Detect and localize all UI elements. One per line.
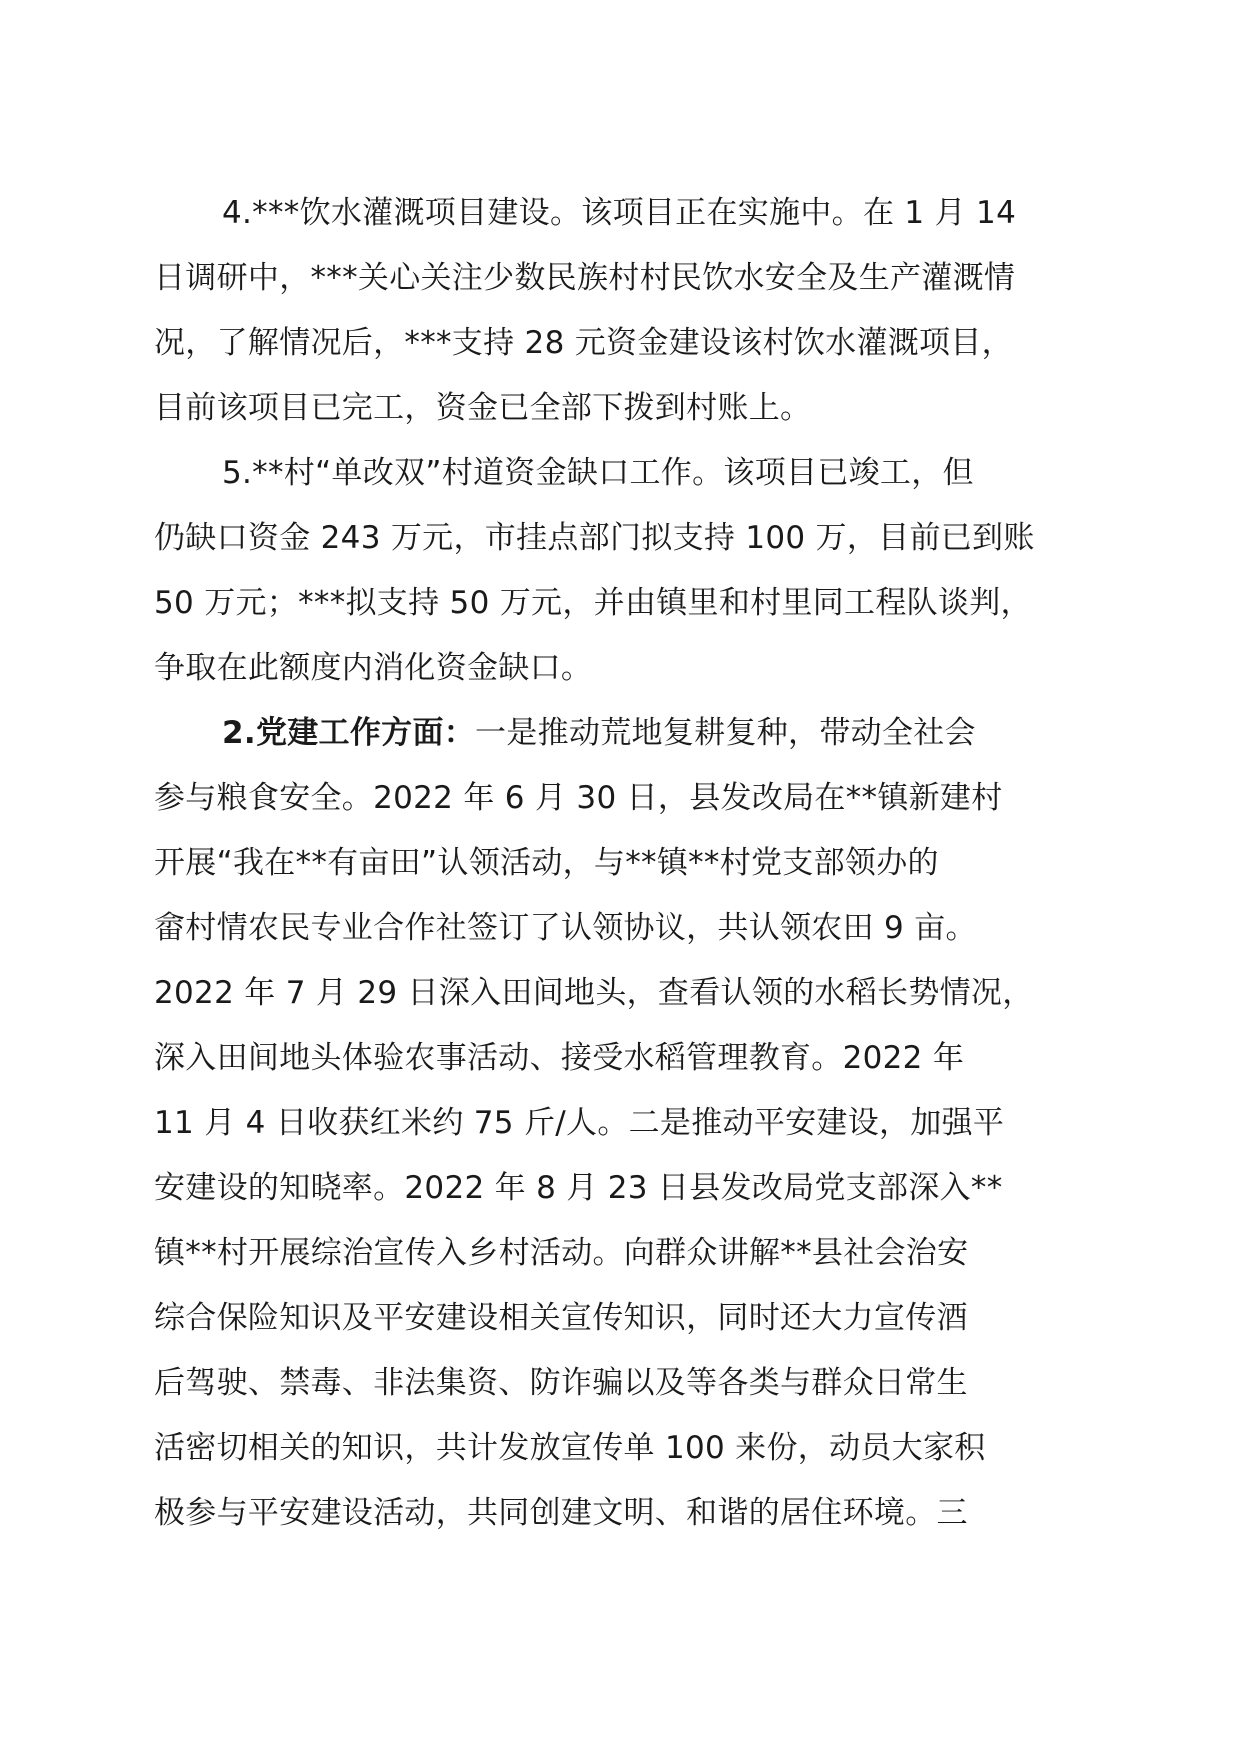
text-line: 况，了解情况后，***支持 28 元资金建设该村饮水灌溉项目， (154, 325, 1013, 361)
text-line (222, 713, 976, 753)
text-line: 50 万元；***拟支持 50 万元，并由镇里和村里同工程队谈判， (154, 585, 1032, 621)
text-line: 活密切相关的知识，共计发放宣传单 100 来份，动员大家积 (154, 1430, 986, 1466)
text-line: 镇**村开展综治宣传入乡村活动。向群众讲解**县社会治安 (154, 1235, 969, 1271)
text-line: 畲村情农民专业合作社签订了认领协议，共认领农田 9 亩。 (154, 910, 977, 946)
text-line: 日调研中，***关心关注少数民族村村民饮水安全及生产灌溉情 (154, 260, 1016, 296)
text-line: 后驾驶、禁毒、非法集资、防诈骗以及等各类与群众日常生 (154, 1365, 968, 1401)
text-line: 深入田间地头体验农事活动、接受水稻管理教育。2022 年 (154, 1040, 965, 1076)
text-line: 4.***饮水灌溉项目建设。该项目正在实施中。在 1 月 14 (222, 195, 1017, 231)
text-line: 极参与平安建设活动，共同创建文明、和谐的居住环境。三 (154, 1495, 968, 1531)
text-line: 安建设的知晓率。2022 年 8 月 23 日县发改局党支部深入** (154, 1170, 1003, 1206)
text-line: 2022 年 7 月 29 日深入田间地头，查看认领的水稻长势情况， (154, 975, 1034, 1011)
text-line: 5.**村“单改双”村道资金缺口工作。该项目已竣工，但 (222, 455, 974, 491)
text-line: 仍缺口资金 243 万元，市挂点部门拟支持 100 万，目前已到账 (154, 520, 1035, 556)
text-line: 目前该项目已完工，资金已全部下拨到村账上。 (154, 390, 812, 426)
section-heading-continuation: 一是推动荒地复耕复种，带动全社会 (475, 715, 976, 751)
text-line: 11 月 4 日收获红米约 75 斤/人。二是推动平安建设，加强平 (154, 1105, 1005, 1141)
text-line: 争取在此额度内消化资金缺口。 (154, 650, 593, 686)
text-line: 参与粮食安全。2022 年 6 月 30 日，县发改局在**镇新建村 (154, 780, 1003, 816)
text-line: 综合保险知识及平安建设相关宣传知识，同时还大力宣传酒 (154, 1300, 968, 1336)
section-heading: 2.党建工作方面： (222, 715, 476, 751)
text-line: 开展“我在**有亩田”认领活动，与**镇**村党支部领办的 (154, 845, 939, 881)
